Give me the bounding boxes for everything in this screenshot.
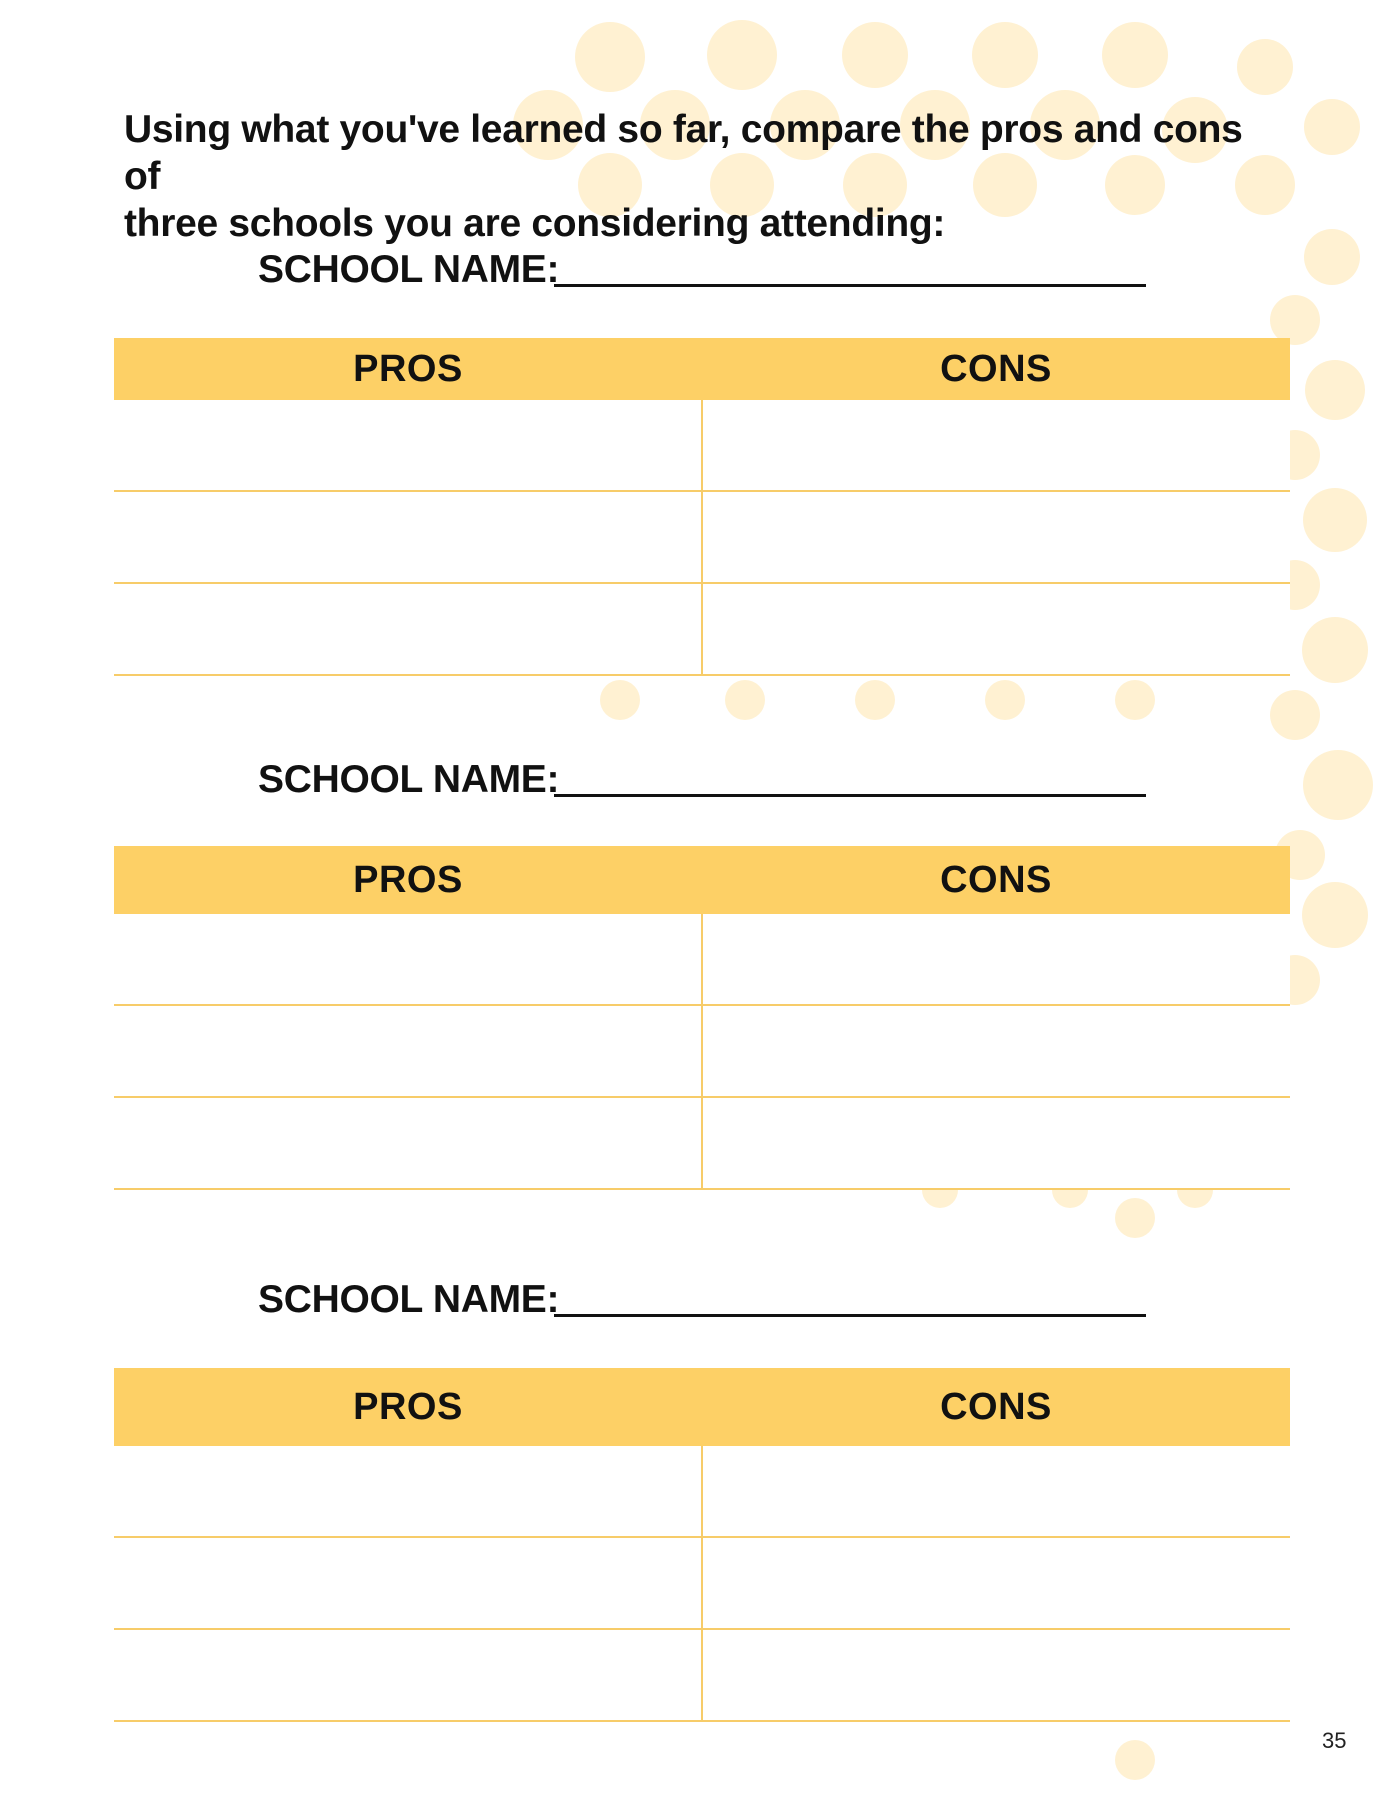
cons-entry-cell[interactable] <box>703 492 1290 582</box>
table-row <box>114 914 1290 1006</box>
table-row <box>114 1006 1290 1098</box>
pros-cons-rows <box>114 1446 1290 1722</box>
cons-column-header: CONS <box>940 1385 1052 1428</box>
pros-cons-rows <box>114 400 1290 676</box>
school-name-field[interactable] <box>554 1314 1146 1317</box>
pros-entry-cell[interactable] <box>114 1446 703 1536</box>
instructions-heading <box>124 106 1284 247</box>
pros-entry-cell[interactable] <box>114 492 703 582</box>
pros-entry-cell[interactable] <box>114 1630 703 1720</box>
table-row <box>114 1538 1290 1630</box>
school-name-field[interactable] <box>554 284 1146 287</box>
page-number: 35 <box>1322 1728 1347 1753</box>
cons-entry-cell[interactable] <box>703 1006 1290 1096</box>
school-name-field[interactable] <box>554 794 1146 797</box>
school-section-3 <box>114 1278 1290 1728</box>
pros-cons-table <box>114 1368 1290 1722</box>
cons-entry-cell[interactable] <box>703 914 1290 1004</box>
cons-entry-cell[interactable] <box>703 1098 1290 1188</box>
pros-column-header: PROS <box>353 1385 463 1428</box>
pros-cons-table <box>114 846 1290 1190</box>
table-row <box>114 1446 1290 1538</box>
pros-cons-table <box>114 338 1290 676</box>
pros-column-header: PROS <box>353 347 463 390</box>
cons-entry-cell[interactable] <box>703 1538 1290 1628</box>
cons-entry-cell[interactable] <box>703 584 1290 674</box>
cons-column-header: CONS <box>940 858 1052 901</box>
school-name-label: SCHOOL NAME: <box>258 1278 560 1321</box>
table-row <box>114 492 1290 584</box>
pros-cons-header <box>114 338 1290 400</box>
school-section-2 <box>114 758 1290 1198</box>
school-name-label: SCHOOL NAME: <box>258 758 560 801</box>
cons-entry-cell[interactable] <box>703 1446 1290 1536</box>
table-row <box>114 1098 1290 1190</box>
cons-column-header: CONS <box>940 347 1052 390</box>
table-row <box>114 584 1290 676</box>
pros-column-header: PROS <box>353 858 463 901</box>
pros-cons-rows <box>114 914 1290 1190</box>
instructions-line-2: three schools you are considering attending: <box>124 202 946 245</box>
pros-entry-cell[interactable] <box>114 400 703 490</box>
pros-cons-header <box>114 846 1290 914</box>
pros-entry-cell[interactable] <box>114 584 703 674</box>
cons-entry-cell[interactable] <box>703 1630 1290 1720</box>
pros-entry-cell[interactable] <box>114 1098 703 1188</box>
instructions-line-1: Using what you've learned so far, compare the pros and cons of <box>124 108 1243 198</box>
school-name-label: SCHOOL NAME: <box>258 248 560 291</box>
school-section-1 <box>114 248 1290 678</box>
pros-entry-cell[interactable] <box>114 1006 703 1096</box>
pros-entry-cell[interactable] <box>114 914 703 1004</box>
table-row <box>114 1630 1290 1722</box>
cons-entry-cell[interactable] <box>703 400 1290 490</box>
table-row <box>114 400 1290 492</box>
pros-cons-header <box>114 1368 1290 1446</box>
pros-entry-cell[interactable] <box>114 1538 703 1628</box>
